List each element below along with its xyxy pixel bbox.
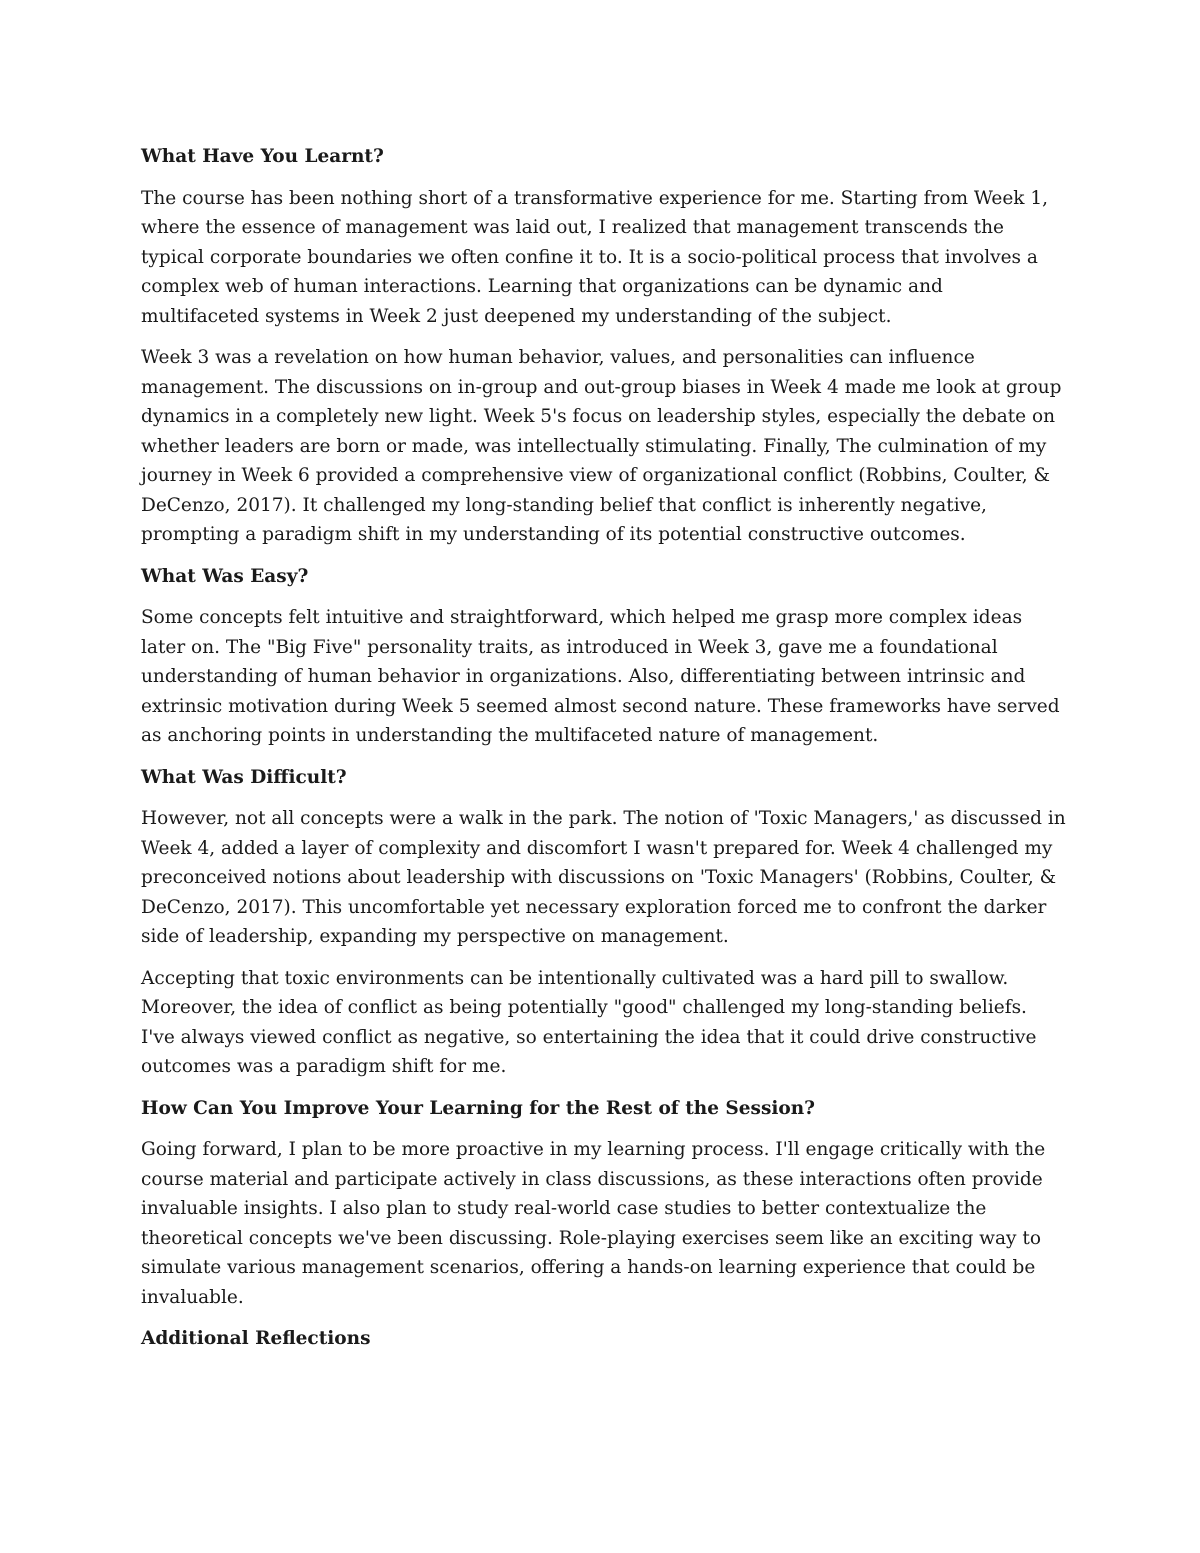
paragraph-learnt-1: The course has been nothing short of a transformative experience for me. Starting from Week 1, where the essence of management was laid out, I realized that management transcends the typical corporate boundaries we often confine it to. It is a socio-political process that involves a complex web of human interactions. Learning that organizations can be dynamic and multifaceted systems in Week 2 just deepened my understanding of the subject. xyxy=(141,187,1049,327)
section-heading-improve: How Can You Improve Your Learning for the Rest of the Session? xyxy=(141,1097,816,1119)
document-body xyxy=(141,142,1066,1366)
paragraph-difficult-1: However, not all concepts were a walk in the park. The notion of 'Toxic Managers,' as discussed in Week 4, added a layer of complexity and discomfort I wasn't prepared for. Week 4 challenged my preconceived notions about leadership with discussions on 'Toxic Managers' (Robbins, Coulter, & DeCenzo, 2017). This uncomfortable yet necessary exploration forced me to confront the darker side of leadership, expanding my perspective on management. xyxy=(141,808,1066,947)
section-heading-reflections: Additional Reflections xyxy=(141,1328,371,1349)
paragraph-improve-1: Going forward, I plan to be more proactive in my learning process. I'll engage critically with the course material and participate actively in class discussions, as these interactions often provide invaluable insights. I also plan to study real-world case studies to better contextualize the theoretical concepts we've been discussing. Role-playing exercises seem like an exciting way to simulate various management scenarios, offering a hands-on learning experience that could be invaluable. xyxy=(141,1139,1046,1308)
paragraph-easy-1: Some concepts felt intuitive and straightforward, which helped me grasp more complex ideas later on. The "Big Five" personality traits, as introduced in Week 3, gave me a foundational understanding of human behavior in organizations. Also, differentiating between intrinsic and extrinsic motivation during Week 5 seemed almost second nature. These frameworks have served as anchoring points in understanding the multifaceted nature of management. xyxy=(141,607,1060,746)
section-heading-easy: What Was Easy? xyxy=(141,565,309,587)
paragraph-learnt-2: Week 3 was a revelation on how human behavior, values, and personalities can influence management. The discussions on in-group and out-group biases in Week 4 made me look at group dynamics in a completely new light. Week 5's focus on leadership styles, especially the debate on whether leaders are born or made, was intellectually stimulating. Finally, The culmination of my journey in Week 6 provided a comprehensive view of organizational conflict (Robbins, Coulter, & DeCenzo, 2017). It challenged my long-standing belief that conflict is inherently negative, prompting a paradigm shift in my understanding of its potential constructive outcomes. xyxy=(141,347,1062,545)
section-heading-difficult: What Was Difficult? xyxy=(141,766,347,788)
section-heading-learnt: What Have You Learnt? xyxy=(141,146,384,167)
paragraph-difficult-2: Accepting that toxic environments can be intentionally cultivated was a hard pill to swallow. Moreover, the idea of conflict as being potentially "good" challenged my long-standing beliefs. I've always viewed conflict as negative, so entertaining the idea that it could drive constructive outcomes was a paradigm shift for me. xyxy=(141,967,1037,1077)
